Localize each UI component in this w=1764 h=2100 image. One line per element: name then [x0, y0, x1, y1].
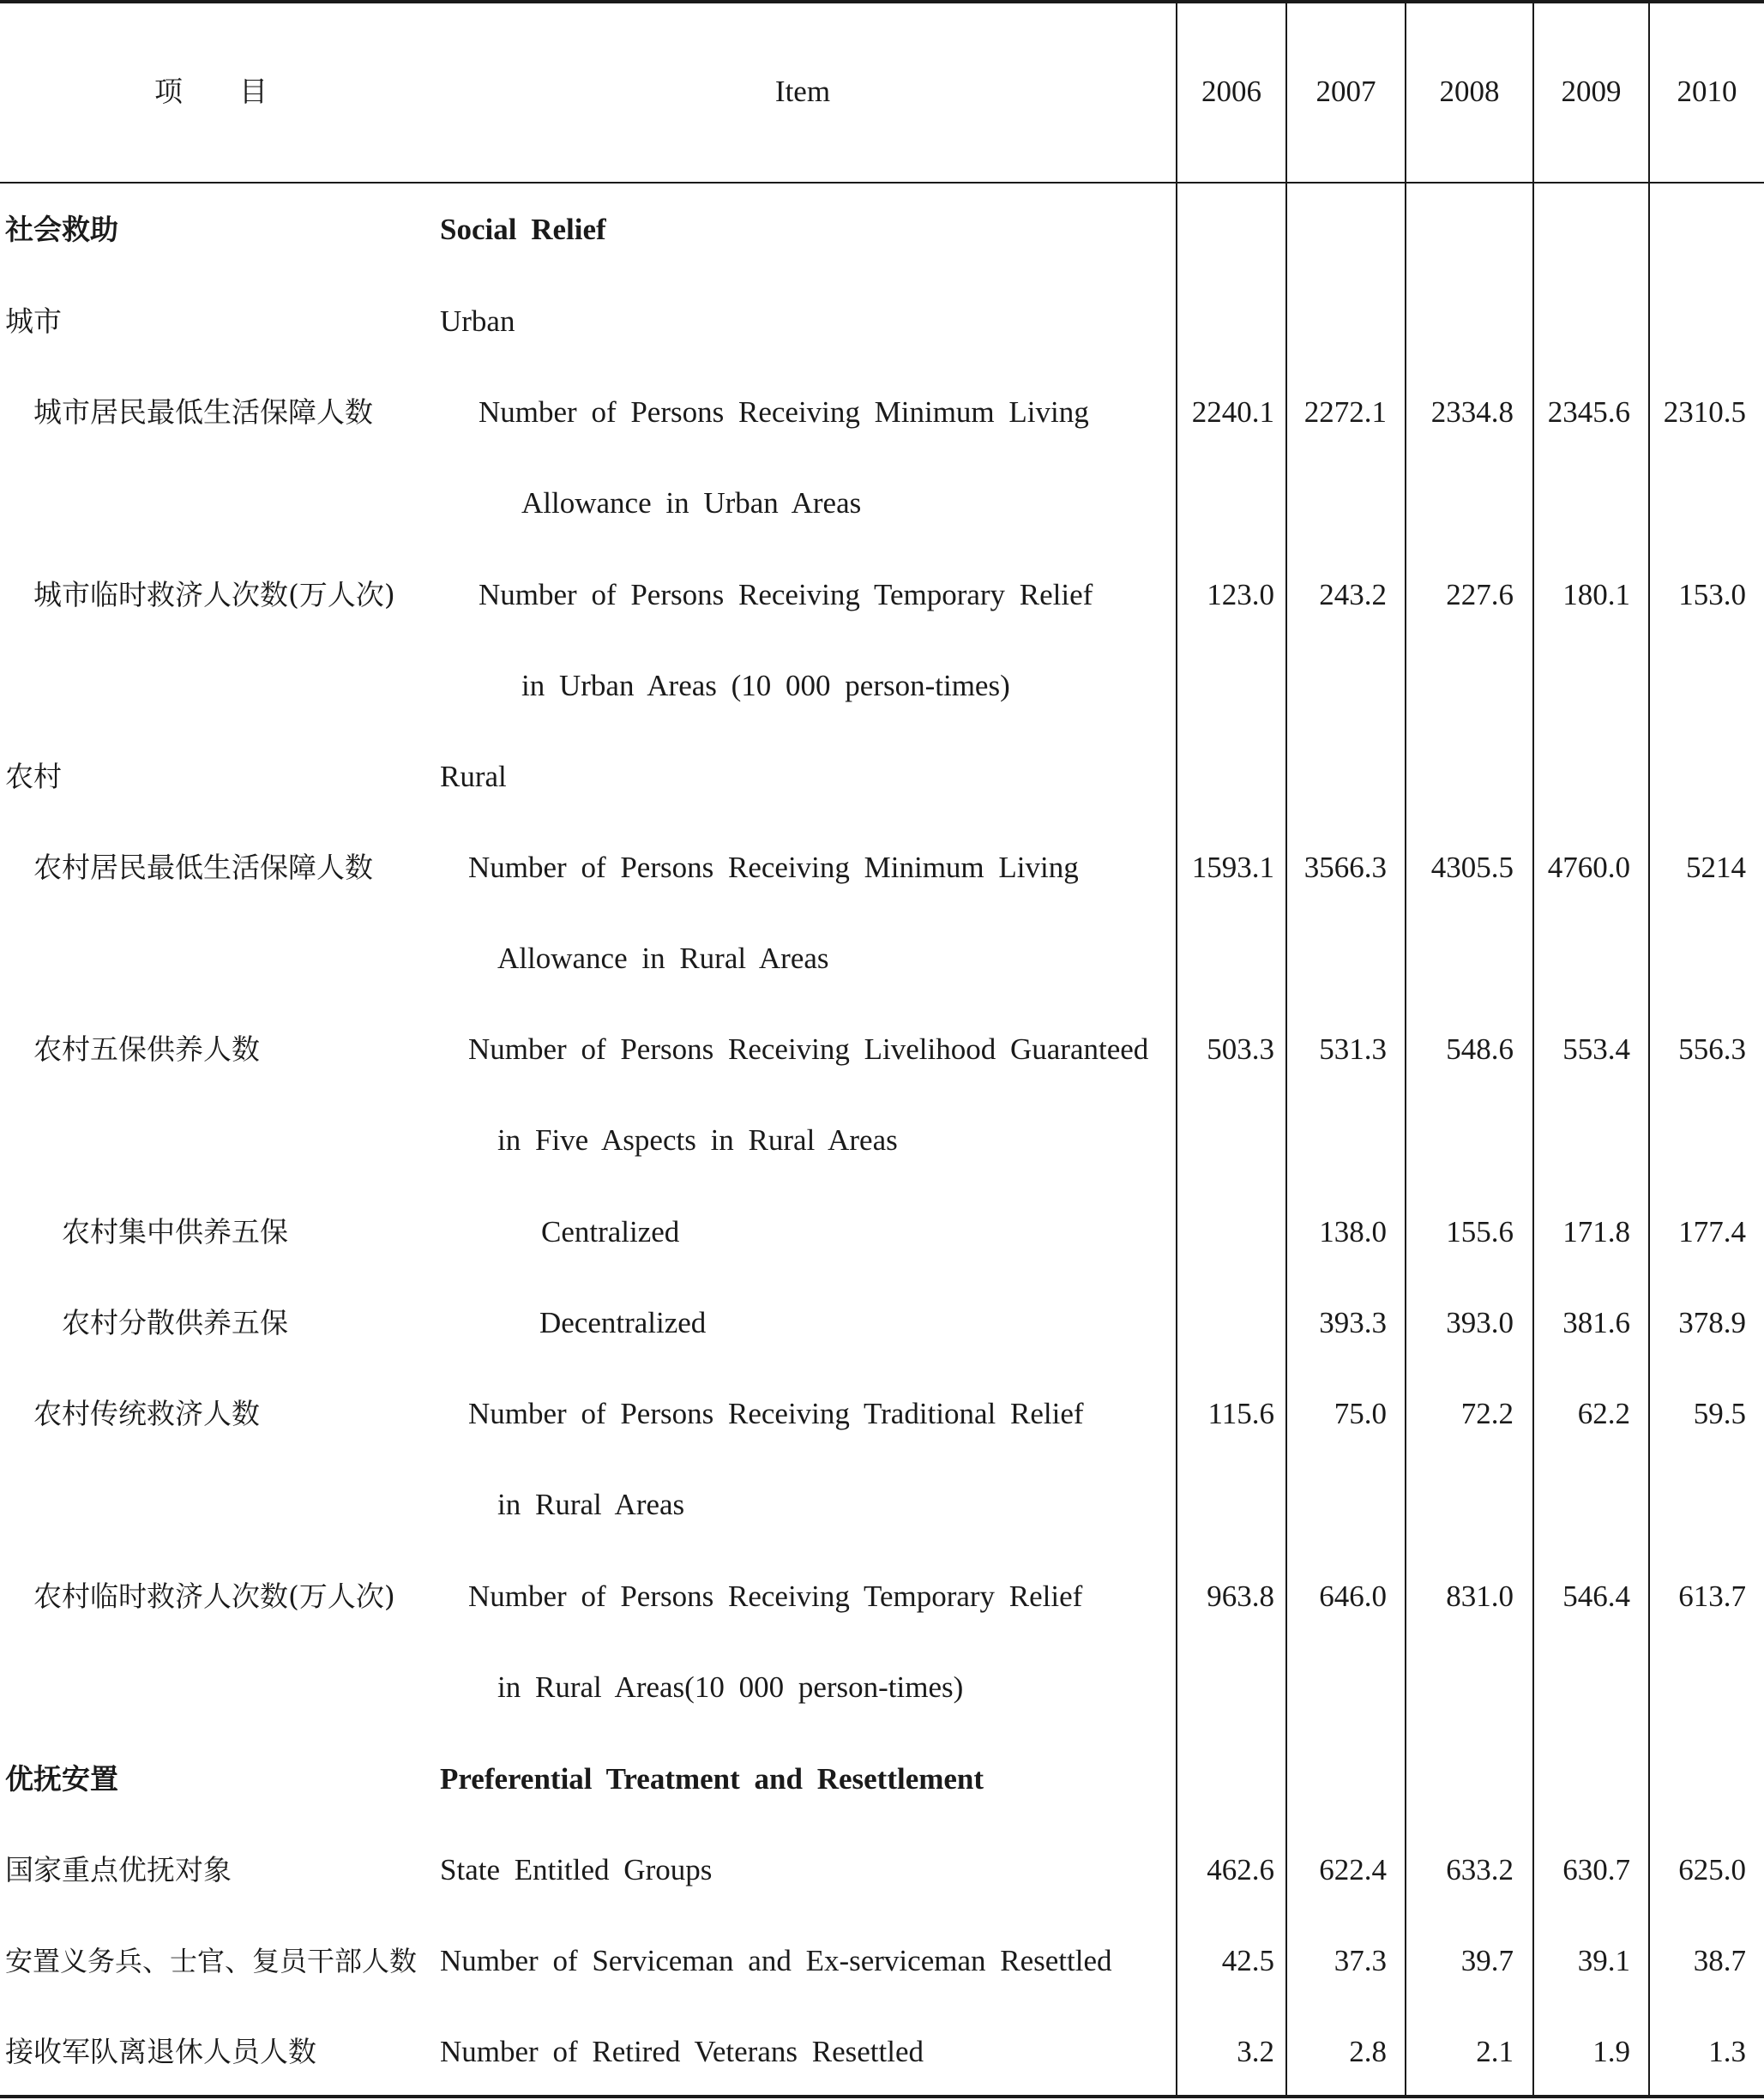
header-year-2010: 2010: [1677, 75, 1737, 108]
table-cell: 1.3: [1708, 2035, 1746, 2068]
table-cell: 548.6: [1446, 1032, 1514, 1066]
table-cell: 243.2: [1319, 578, 1387, 611]
row-label-cn: 城市临时救济人次数(万人次): [33, 578, 395, 611]
table-cell: 155.6: [1446, 1215, 1514, 1249]
row-label-cn: 农村传统救济人数: [33, 1397, 260, 1430]
row-label-en: Number of Persons Receiving Traditional Relief: [468, 1397, 1084, 1430]
table-cell: 1.9: [1592, 2035, 1630, 2068]
table-cell: 42.5: [1221, 1944, 1274, 1977]
row-label-en-cont: in Rural Areas(10 000 person-times): [497, 1670, 964, 1704]
table-cell: 622.4: [1319, 1853, 1387, 1886]
table-cell: 831.0: [1446, 1580, 1514, 1613]
section-title-cn: 优抚安置: [5, 1762, 118, 1796]
subsection-title-cn: 城市: [5, 304, 62, 338]
row-label-en: Number of Persons Receiving Minimum Living: [479, 395, 1089, 429]
row-label-en: Number of Serviceman and Ex-serviceman Resettled: [440, 1944, 1112, 1977]
table-cell: 3.2: [1237, 2035, 1274, 2068]
row-label-en: Decentralized: [539, 1306, 707, 1339]
table-cell: 72.2: [1460, 1397, 1514, 1430]
table-cell: 39.7: [1460, 1944, 1514, 1977]
table-cell: 503.3: [1207, 1032, 1274, 1066]
header-year-2009: 2009: [1561, 75, 1622, 108]
section-title-en: Preferential Treatment and Resettlement: [440, 1762, 984, 1796]
table-cell: 646.0: [1319, 1580, 1387, 1613]
table-cell: 1593.1: [1191, 851, 1274, 884]
table-cell: 2.8: [1349, 2035, 1387, 2068]
row-label-cn: 农村居民最低生活保障人数: [33, 851, 373, 884]
table-cell: 37.3: [1334, 1944, 1387, 1977]
table-cell: 2310.5: [1663, 395, 1746, 429]
table-cell: 963.8: [1207, 1580, 1274, 1613]
table-cell: 633.2: [1446, 1853, 1514, 1886]
row-label-en: State Entitled Groups: [440, 1853, 713, 1886]
row-label-en-cont: in Rural Areas: [497, 1488, 685, 1521]
table-cell: 2334.8: [1430, 395, 1514, 429]
table-top-rule: [0, 0, 1764, 3]
table-cell: 177.4: [1678, 1215, 1746, 1249]
subsection-title-cn: 农村: [5, 760, 62, 793]
table-cell: 115.6: [1207, 1397, 1274, 1430]
row-label-en: Number of Retired Veterans Resettled: [440, 2035, 924, 2068]
row-label-en: Number of Persons Receiving Temporary Relief: [468, 1580, 1083, 1613]
table-cell: 2.1: [1476, 2035, 1514, 2068]
table-cell: 227.6: [1446, 578, 1514, 611]
header-year-2006: 2006: [1201, 75, 1261, 108]
row-label-en: Number of Persons Receiving Livelihood Guaranteed: [468, 1032, 1149, 1066]
row-label-cn: 农村集中供养五保: [62, 1215, 288, 1249]
table-cell: 613.7: [1678, 1580, 1746, 1613]
row-label-cn: 国家重点优抚对象: [5, 1853, 232, 1886]
table-cell: 381.6: [1562, 1306, 1630, 1339]
table-cell: 75.0: [1334, 1397, 1387, 1430]
table-cell: 62.2: [1577, 1397, 1630, 1430]
subsection-title-en: Rural: [440, 760, 507, 793]
table-cell: 4305.5: [1430, 851, 1514, 884]
subsection-title-en: Urban: [440, 304, 515, 338]
table-cell: 59.5: [1693, 1397, 1746, 1430]
table-cell: 138.0: [1319, 1215, 1387, 1249]
table-cell: 3566.3: [1303, 851, 1387, 884]
row-label-cn: 农村临时救济人次数(万人次): [33, 1580, 395, 1613]
row-label-cn: 农村分散供养五保: [62, 1306, 288, 1339]
table-cell: 393.0: [1446, 1306, 1514, 1339]
row-label-en-cont: in Urban Areas (10 000 person-times): [521, 669, 1010, 702]
table-cell: 393.3: [1319, 1306, 1387, 1339]
header-item-en: Item: [774, 75, 831, 108]
row-label-cn: 接收军队离退休人员人数: [5, 2035, 316, 2068]
row-label-en-cont: Allowance in Urban Areas: [521, 486, 862, 520]
table-cell: 553.4: [1562, 1032, 1630, 1066]
table-cell: 625.0: [1678, 1853, 1746, 1886]
section-title-cn: 社会救助: [5, 213, 118, 246]
section-title-en: Social Relief: [440, 213, 606, 246]
header-year-2007: 2007: [1315, 75, 1376, 108]
table-cell: 4760.0: [1547, 851, 1630, 884]
table-cell: 5214: [1686, 851, 1746, 884]
row-label-en-cont: Allowance in Rural Areas: [497, 942, 829, 975]
row-label-cn: 城市居民最低生活保障人数: [33, 395, 373, 429]
table-cell: 171.8: [1562, 1215, 1630, 1249]
row-label-cn: 农村五保供养人数: [33, 1032, 260, 1066]
table-cell: 531.3: [1319, 1032, 1387, 1066]
table-cell: 2345.6: [1547, 395, 1630, 429]
header-year-2008: 2008: [1439, 75, 1500, 108]
table-cell: 462.6: [1207, 1853, 1274, 1886]
table-bottom-rule: [0, 2095, 1764, 2098]
row-label-cn: 安置义务兵、士官、复员干部人数: [5, 1945, 418, 1977]
header-rule: [0, 182, 1764, 184]
table-cell: 630.7: [1562, 1853, 1630, 1886]
table-cell: 39.1: [1577, 1944, 1630, 1977]
row-label-en: Number of Persons Receiving Minimum Living: [468, 851, 1079, 884]
table-cell: 2272.1: [1303, 395, 1387, 429]
table-cell: 180.1: [1562, 578, 1630, 611]
header-item-cn: 项 目: [154, 75, 268, 108]
row-label-en: Centralized: [541, 1215, 680, 1249]
table-cell: 2240.1: [1191, 395, 1274, 429]
table-cell: 556.3: [1678, 1032, 1746, 1066]
table-cell: 153.0: [1678, 578, 1746, 611]
row-label-en: Number of Persons Receiving Temporary Relief: [479, 578, 1093, 611]
row-label-en-cont: in Five Aspects in Rural Areas: [497, 1123, 898, 1157]
table-cell: 378.9: [1678, 1306, 1746, 1339]
table-cell: 38.7: [1693, 1944, 1746, 1977]
table-cell: 546.4: [1562, 1580, 1630, 1613]
table-cell: 123.0: [1207, 578, 1274, 611]
